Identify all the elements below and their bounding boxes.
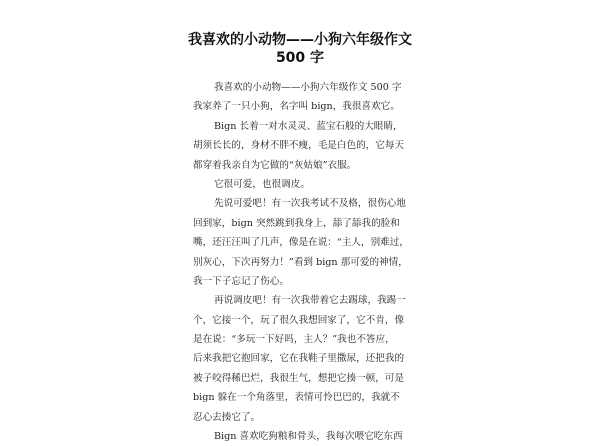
text-line: 胡须长长的，身材不胖不瘦，毛是白色的，它每天 (193, 140, 405, 152)
text-line: 忍心去揍它了。 (193, 411, 261, 423)
text-line: 我一下子忘记了伤心。 (193, 275, 289, 287)
text-line: 我家养了一只小狗，名字叫 bign，我很喜欢它。 (193, 101, 400, 113)
text-line: 它很可爱，也很调皮。 (214, 178, 310, 190)
document-title-line-1: 我喜欢的小动物——小狗六年级作文 (188, 32, 412, 48)
text-line: 嘴，还汪汪叫了几声，像是在说：“主人，别难过， (193, 237, 409, 249)
text-line: 被子咬得稀巴烂，我很生气，想把它揍一顿，可是 (193, 372, 405, 384)
text-line: bign 躲在一个角落里，表情可怜巴巴的，我就不 (193, 392, 400, 404)
text-line: 都穿着我亲自为它做的“灰姑娘”衣服。 (193, 159, 357, 171)
text-line: 后来我把它抱回家，它在我鞋子里撒尿，还把我的 (193, 353, 405, 365)
text-line: 别灰心，下次再努力！”看到 bign 那可爱的神情， (193, 256, 408, 268)
text-line: 再说调皮吧！有一次我带着它去踢球，我踢一 (214, 295, 406, 307)
text-line: Bign 喜欢吃狗粮和骨头，我每次喂它吃东西 (214, 431, 403, 443)
article-body (193, 78, 413, 446)
text-line: 我喜欢的小动物——小狗六年级作文 500 字 (214, 82, 402, 93)
document-title-line-2: 500 字 (275, 50, 325, 66)
text-line: 先说可爱吧！有一次我考试不及格，很伤心地 (214, 198, 406, 210)
text-line: 回到家，bign 突然跳到我身上，舔了舔我的脸和 (193, 217, 400, 229)
text-line: 个，它接一个，玩了很久我想回家了，它不肯，像 (193, 314, 405, 326)
text-line: 是在说：“多玩一下好吗，主人？”我也不答应， (193, 334, 395, 346)
text-line: Bign 长着一对水灵灵、蓝宝石般的大眼睛， (214, 120, 403, 132)
